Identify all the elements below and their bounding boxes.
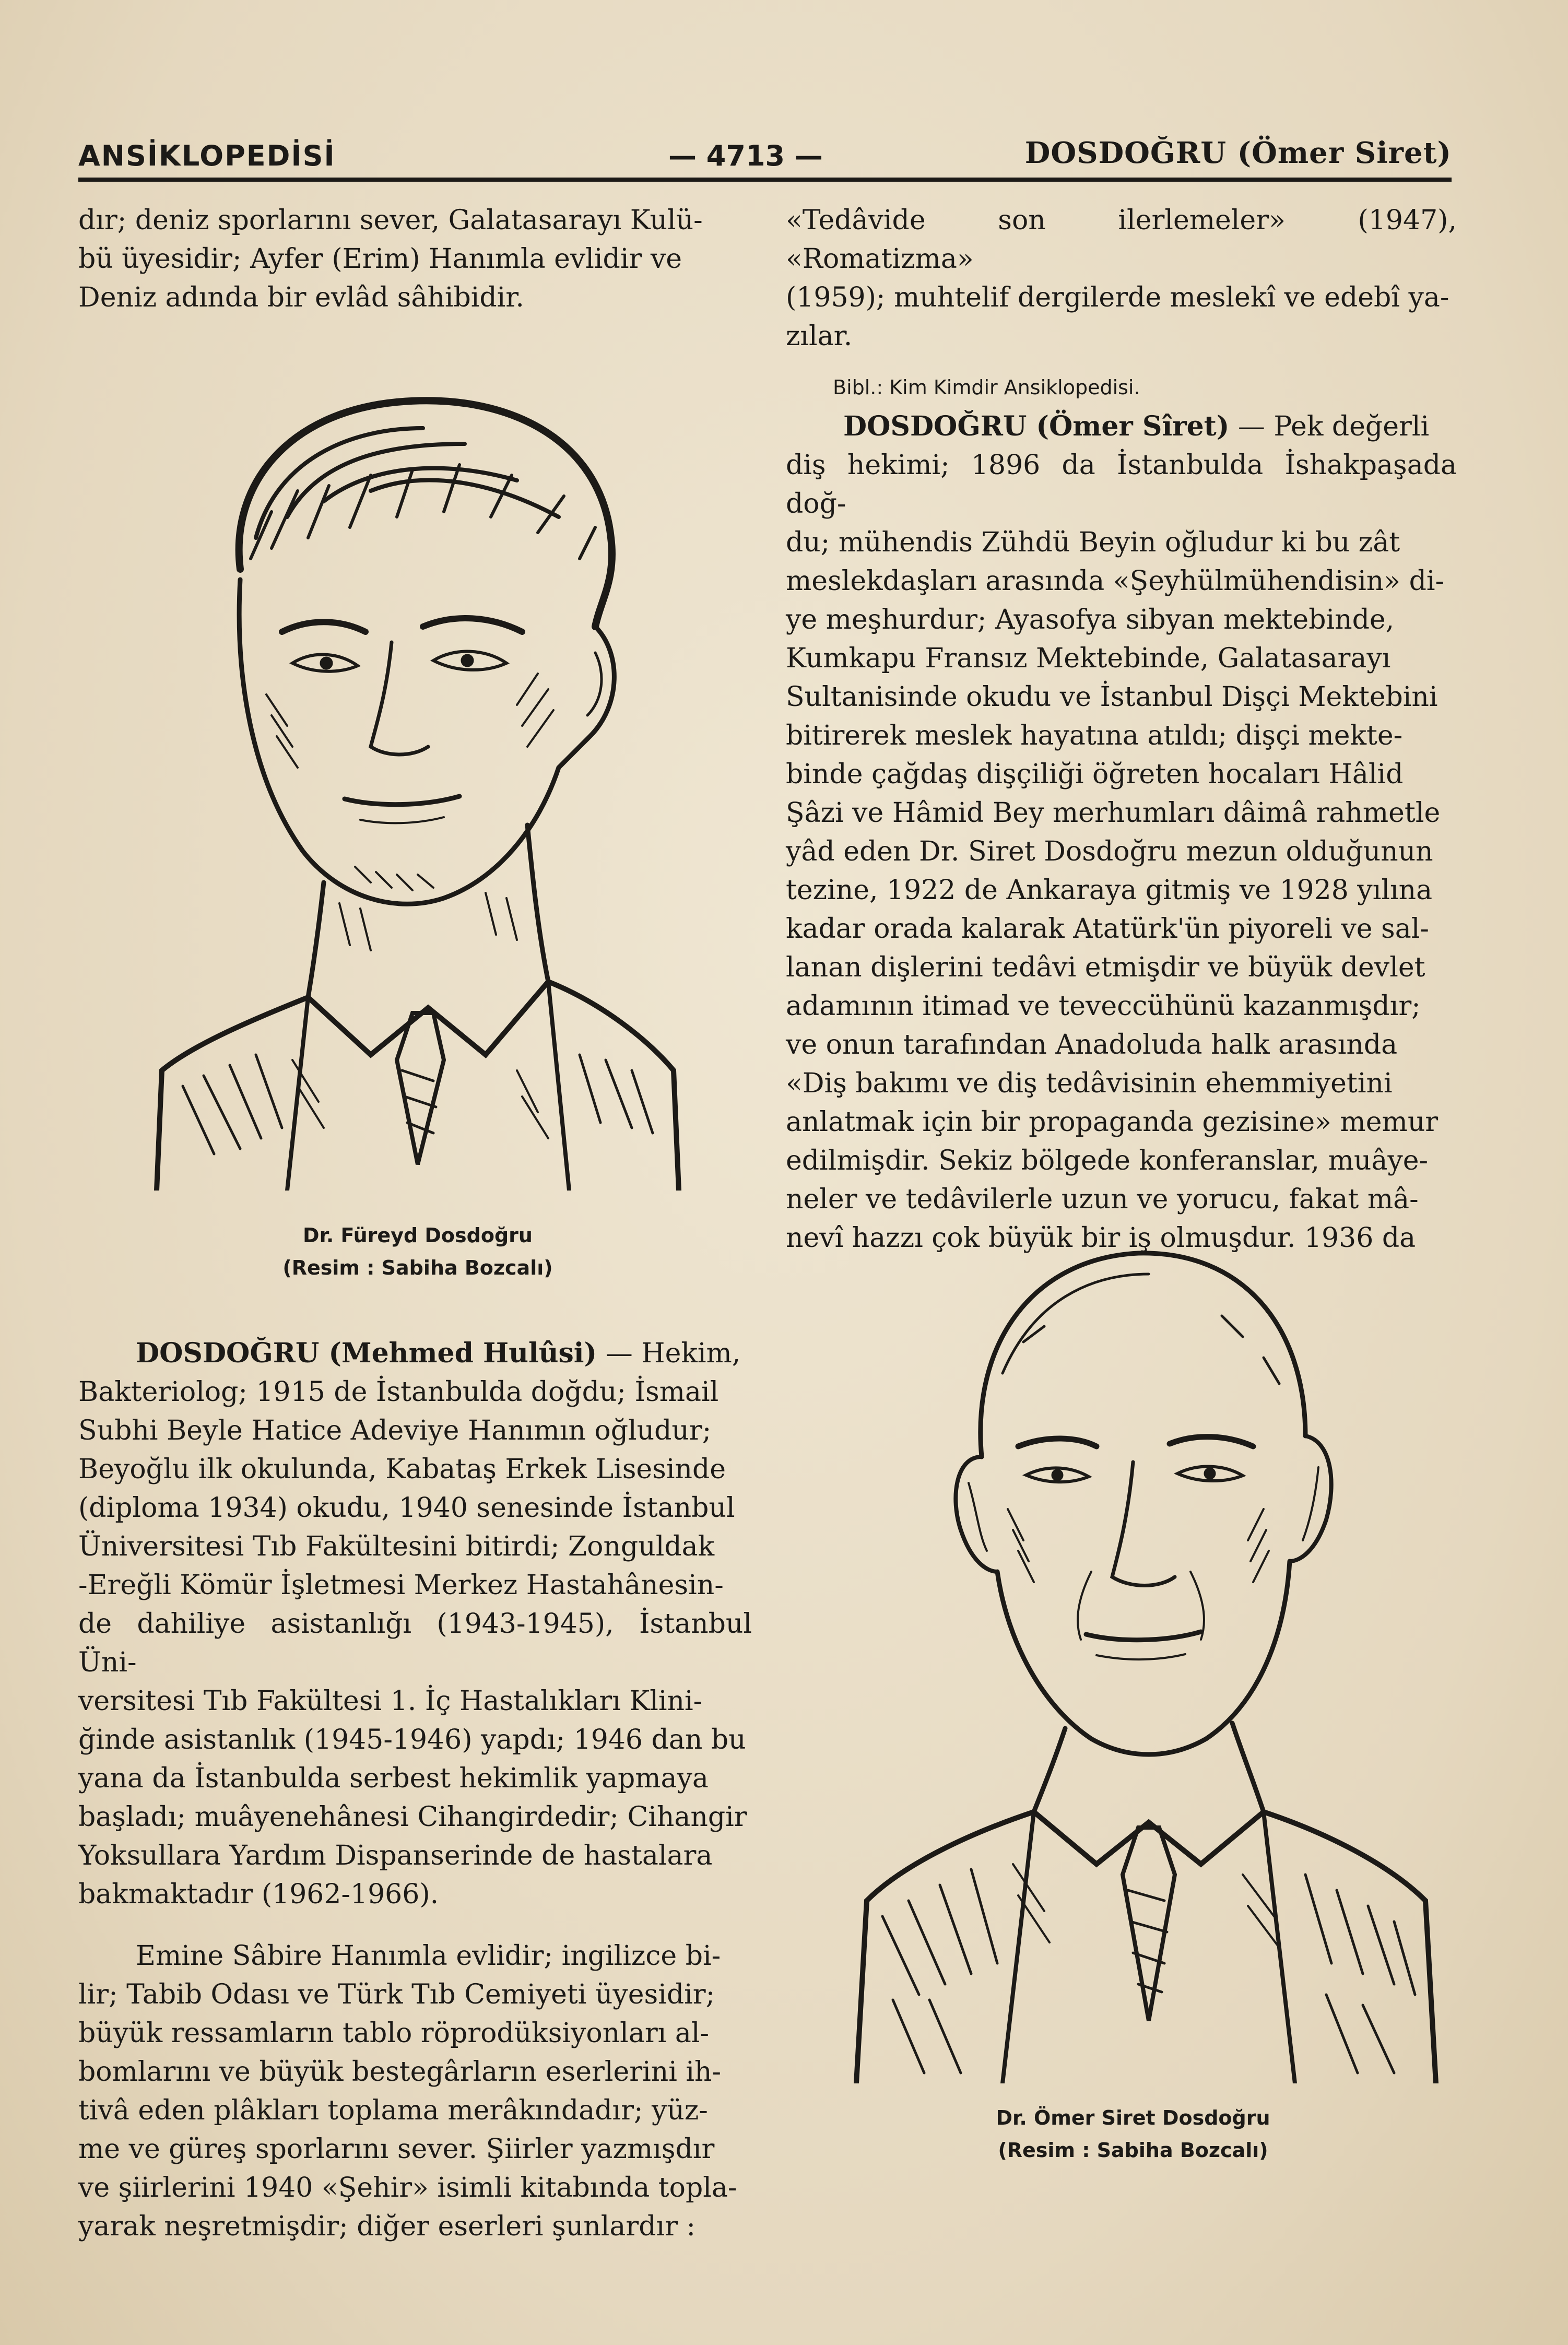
text-line: Yoksullara Yardım Dispanserinde de hastalara: [78, 1840, 713, 1871]
text-line: neler ve tedâvilerle uzun ve yorucu, fakat mâ-: [786, 1184, 1419, 1215]
text-line: kadar orada kalarak Atatürk'ün piyoreli ve sal-: [786, 913, 1429, 945]
text-line: diş hekimi; 1896 da İstanbulda İshakpaşada doğ-: [786, 450, 1457, 520]
header-title: ANSİKLOPEDİSİ: [78, 139, 336, 172]
right-intro-text: [786, 201, 1457, 400]
text-line: tezine, 1922 de Ankaraya gitmiş ve 1928 yılına: [786, 875, 1433, 906]
text-line: Bakteriolog; 1915 de İstanbulda doğdu; İsmail: [78, 1376, 719, 1408]
text-line: du; mühendis Zühdü Beyin oğludur ki bu zât: [786, 527, 1400, 558]
text-line: -Ereğli Kömür İşletmesi Merkez Hastahânesin-: [78, 1570, 724, 1601]
text-line: yana da İstanbulda serbest hekimlik yapmaya: [78, 1763, 709, 1794]
text-line: de dahiliye asistanlığı (1943-1945), İstanbul Üni-: [78, 1608, 752, 1678]
entry-heading: DOSDOĞRU (Ömer Sîret): [843, 410, 1230, 442]
text-line: Subhi Beyle Hatice Adeviye Hanımın oğludur;: [78, 1415, 712, 1446]
portrait-caption-right: [838, 2102, 1428, 2166]
text-line: büyük ressamların tablo röprodüksiyonları al-: [78, 2018, 710, 2049]
left-intro-text: [78, 201, 752, 317]
text-line: lanan dişlerini tedâvi etmişdir ve büyük devlet: [786, 952, 1425, 983]
page-number: — 4713 —: [668, 139, 823, 172]
text-line: ye meşhurdur; Ayasofya sibyan mektebinde,: [786, 604, 1395, 635]
entry-mehmed-hulusi: [78, 1334, 752, 2246]
text-line: edilmişdir. Sekiz bölgede konferanslar, muâye-: [786, 1145, 1429, 1176]
entry-heading: DOSDOĞRU (Mehmed Hulûsi): [136, 1337, 597, 1369]
text-line: anlatmak için bir propaganda gezisine» memur: [786, 1106, 1439, 1138]
caption-credit: (Resim : Sabiha Bozcalı): [282, 1256, 553, 1279]
entry-omer-siret: [786, 407, 1457, 1257]
text-line: tivâ eden plâkları toplama merâkındadır; yüz-: [78, 2095, 708, 2126]
text-line: yarak neşretmişdir; diğer eserleri şunlardır :: [78, 2211, 696, 2242]
header-entry-name: DOSDOĞRU (Ömer Siret): [1024, 136, 1452, 170]
text-line: bakmaktadır (1962-1966).: [78, 1879, 439, 1910]
text-line: me ve güreş sporlarını sever. Şiirler yazmışdır: [78, 2134, 715, 2165]
portrait-caption-left: [157, 1219, 679, 1284]
text-line: ğinde asistanlık (1945-1946) yapdı; 1946 dan bu: [78, 1724, 746, 1755]
text-line: başladı; muâyenehânesi Cihangirdedir; Cihangir: [78, 1801, 747, 1833]
text-line: ve şiirlerini 1940 «Şehir» isimli kitabında topla-: [78, 2172, 737, 2203]
text-line: zılar.: [786, 321, 853, 352]
text-line: binde çağdaş dişçiliği öğreten hocaları Hâlid: [786, 759, 1404, 790]
text-line: Üniversitesi Tıb Fakültesini bitirdi; Zonguldak: [78, 1531, 715, 1562]
text-line: Sultanisinde okudu ve İstanbul Dişçi Mektebini: [786, 681, 1438, 713]
text-line: dır; deniz sporlarını sever, Galatasarayı Kulü-: [78, 205, 703, 236]
text-line: yâd eden Dr. Siret Dosdoğru mezun olduğunun: [786, 836, 1433, 867]
bibliography: Bibl.: Kim Kimdir Ansiklopedisi.: [833, 376, 1140, 399]
text-line: bitirerek meslek hayatına atıldı; dişçi mekte-: [786, 720, 1403, 751]
entry-heading-tail: — Pek değerli: [1229, 411, 1430, 442]
caption-name: Dr. Füreyd Dosdoğru: [303, 1224, 533, 1247]
text-line: (1959); muhtelif dergilerde meslekî ve edebî ya-: [786, 282, 1449, 313]
text-line: (diploma 1934) okudu, 1940 senesinde İstanbul: [78, 1492, 735, 1524]
text-line: lir; Tabib Odası ve Türk Tıb Cemiyeti üyesidir;: [78, 1979, 715, 2010]
text-line: Emine Sâbire Hanımla evlidir; ingilizce bi-: [136, 1940, 721, 1972]
text-line: adamının itimad ve teveccühünü kazanmışdır;: [786, 991, 1421, 1022]
text-line: Beyoğlu ilk okulunda, Kabataş Erkek Lisesinde: [78, 1454, 726, 1485]
text-line: «Tedâvide son ilerlemeler» (1947), «Romatizma»: [786, 205, 1457, 275]
running-header: [78, 120, 1452, 182]
text-line: ve onun tarafından Anadoluda halk arasında: [786, 1029, 1398, 1060]
caption-credit: (Resim : Sabiha Bozcalı): [998, 2139, 1268, 2162]
caption-name: Dr. Ömer Siret Dosdoğru: [996, 2106, 1270, 2129]
portrait-omer-siret-dosdogru: [846, 1238, 1446, 2083]
entry-heading-tail: — Hekim,: [597, 1338, 741, 1369]
text-line: «Diş bakımı ve diş tedâvisinin ehemmiyetini: [786, 1068, 1393, 1099]
text-line: Deniz adında bir evlâd sâhibidir.: [78, 282, 524, 313]
text-line: versitesi Tıb Fakültesi 1. İç Hastalıkları Klini-: [78, 1686, 703, 1717]
portrait-fureyd-dosdogru: [151, 381, 684, 1191]
text-line: bomlarını ve büyük bestegârların eserlerini ih-: [78, 2056, 722, 2088]
text-line: bü üyesidir; Ayfer (Erim) Hanımla evlidir ve: [78, 243, 682, 275]
text-line: Kumkapu Fransız Mektebinde, Galatasarayı: [786, 643, 1391, 674]
text-line: meslekdaşları arasında «Şeyhülmühendisin» di-: [786, 565, 1445, 597]
text-line: nevî hazzı çok büyük bir iş olmuşdur. 1936 da: [786, 1222, 1416, 1254]
text-line: Şâzi ve Hâmid Bey merhumları dâimâ rahmetle: [786, 797, 1441, 829]
